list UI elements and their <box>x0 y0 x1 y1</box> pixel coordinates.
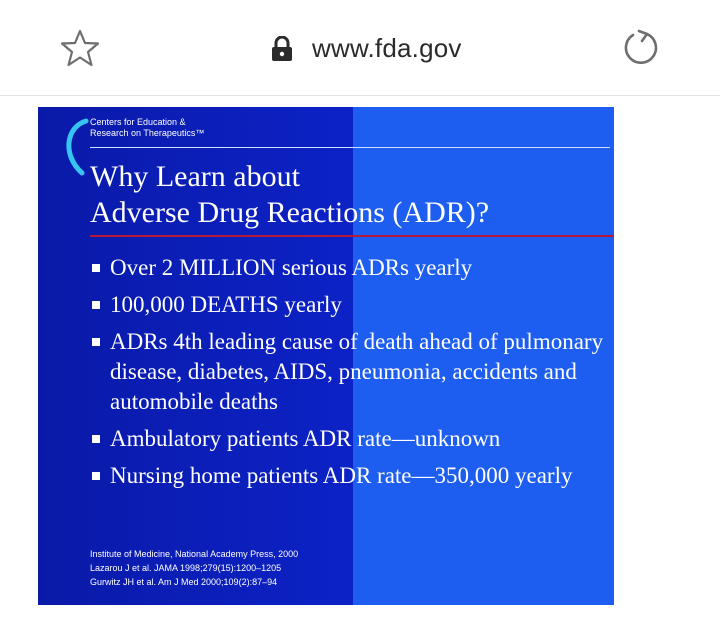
slide-title-line1: Why Learn about <box>90 160 300 193</box>
slide-title <box>90 159 610 231</box>
reference-line: Gurwitz JH et al. Am J Med 2000;109(2):87–94 <box>90 577 278 587</box>
bullet-marker-icon <box>92 435 100 443</box>
bullet-item <box>90 253 610 283</box>
reload-icon[interactable] <box>618 26 662 70</box>
header-divider <box>90 147 610 148</box>
bullet-list <box>90 253 610 498</box>
bullet-marker-icon <box>92 301 100 309</box>
slide-title-line2: Adverse Drug Reactions (ADR)? <box>90 196 490 229</box>
bullet-text: Ambulatory patients ADR rate—unknown <box>110 426 501 451</box>
bullet-text: Nursing home patients ADR rate—350,000 yearly <box>110 463 573 488</box>
bullet-text: Over 2 MILLION serious ADRs yearly <box>110 255 473 280</box>
reference-line: Institute of Medicine, National Academy Press, 2000 <box>90 549 299 559</box>
browser-toolbar <box>0 0 720 96</box>
logo-arc-icon <box>56 115 92 177</box>
bullet-marker-icon <box>92 264 100 272</box>
bullet-marker-icon <box>92 338 100 346</box>
bullet-text: ADRs 4th leading cause of death ahead of pulmonary disease, diabetes, AIDS, pneumonia, accidents and automobile deaths <box>110 329 604 414</box>
bullet-item <box>90 424 610 454</box>
bullet-text: 100,000 DEATHS yearly <box>110 292 342 317</box>
reference-line: Lazarou J et al. JAMA 1998;279(15):1200–1205 <box>90 563 282 573</box>
references <box>90 547 450 589</box>
presentation-slide-image <box>38 107 614 605</box>
title-underline <box>90 235 614 237</box>
bullet-item <box>90 290 610 320</box>
star-icon[interactable] <box>60 28 100 68</box>
bullet-marker-icon <box>92 472 100 480</box>
address-bar-url[interactable]: www.fda.gov <box>312 33 462 63</box>
bullet-item <box>90 327 610 417</box>
lock-icon <box>270 36 294 62</box>
org-name-line2: Research on Therapeutics™ <box>90 128 205 138</box>
org-name <box>90 117 290 139</box>
org-name-line1: Centers for Education & <box>90 117 186 127</box>
bullet-item <box>90 461 610 491</box>
